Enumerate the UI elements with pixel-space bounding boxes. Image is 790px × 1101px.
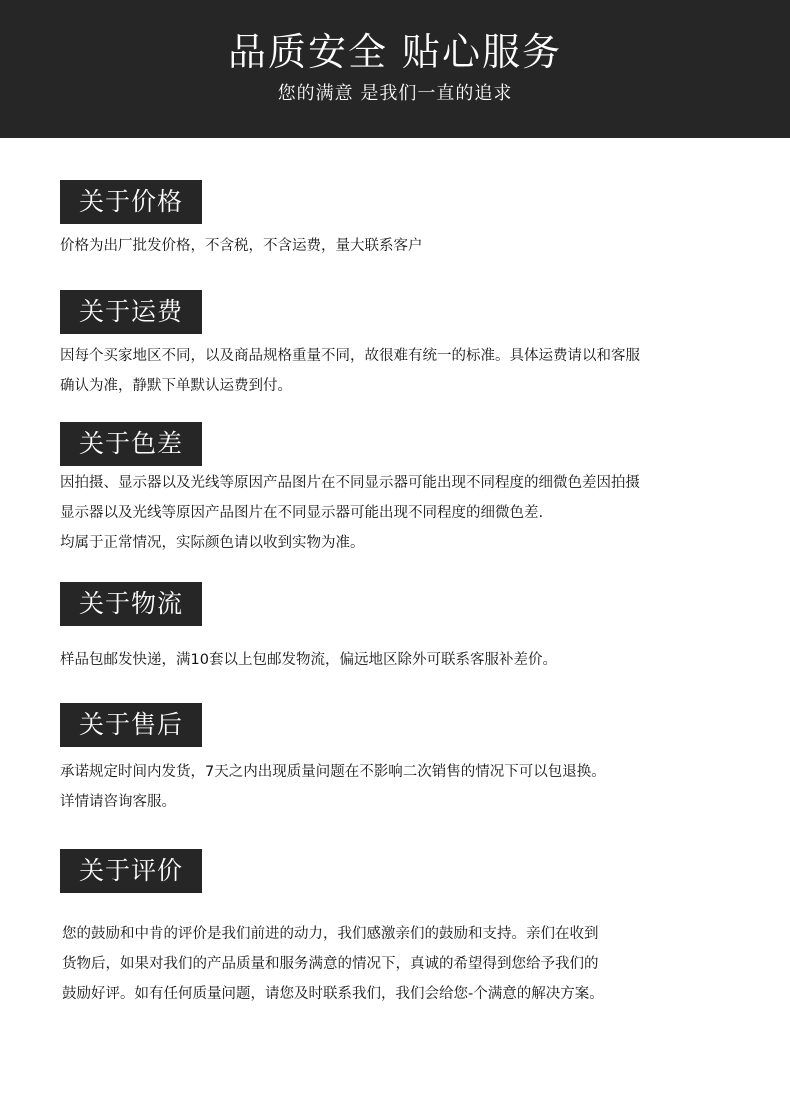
section-label: 关于评价 <box>60 849 202 893</box>
section-text-line: 样品包邮发快递，满10套以上包邮发物流，偏远地区除外可联系客服补差价。 <box>60 652 557 668</box>
section-text-line: 详情请咨询客服。 <box>60 794 176 810</box>
section-text-line: 因拍摄、显示器以及光线等原因产品图片在不同显示器可能出现不同程度的细微色差因拍摄 <box>60 475 640 491</box>
section-text-line: 承诺规定时间内发货，7天之内出现质量问题在不影响二次销售的情况下可以包退换。 <box>60 764 606 780</box>
section-text-line: 鼓励好评。如有任何质量问题，请您及时联系我们，我们会给您-个满意的解决方案。 <box>62 986 604 1002</box>
section-text-line: 显示器以及光线等原因产品图片在不同显示器可能出现不同程度的细微色差. <box>60 505 544 521</box>
section-text-line: 货物后，如果对我们的产品质量和服务满意的情况下，真诚的希望得到您给予我们的 <box>62 956 599 972</box>
section-text-line: 确认为准，静默下单默认运费到付。 <box>60 378 292 394</box>
section-body <box>60 757 606 817</box>
section-text-line: 均属于正常情况，实际颜色请以收到实物为准。 <box>60 535 365 551</box>
banner-title: 品质安全 贴心服务 <box>227 30 563 74</box>
banner-subtitle: 您的满意 是我们一直的追求 <box>277 83 513 104</box>
section-label: 关于售后 <box>60 703 202 747</box>
section-text-line: 因每个买家地区不同，以及商品规格重量不同，故很难有统一的标准。具体运费请以和客服 <box>60 348 640 364</box>
section-label: 关于价格 <box>60 180 202 224</box>
section-body <box>60 645 557 675</box>
section-text-line: 价格为出厂批发价格，不含税，不含运费，量大联系客户 <box>60 238 423 254</box>
section-body <box>60 231 423 261</box>
section-label: 关于物流 <box>60 582 202 626</box>
section-body <box>62 919 604 1009</box>
header-banner <box>0 0 790 138</box>
section-label: 关于运费 <box>60 290 202 334</box>
section-body <box>60 468 640 558</box>
section-body <box>60 341 640 401</box>
section-label: 关于色差 <box>60 422 202 466</box>
section-text-line: 您的鼓励和中肯的评价是我们前进的动力，我们感激亲们的鼓励和支持。亲们在收到 <box>62 926 599 942</box>
